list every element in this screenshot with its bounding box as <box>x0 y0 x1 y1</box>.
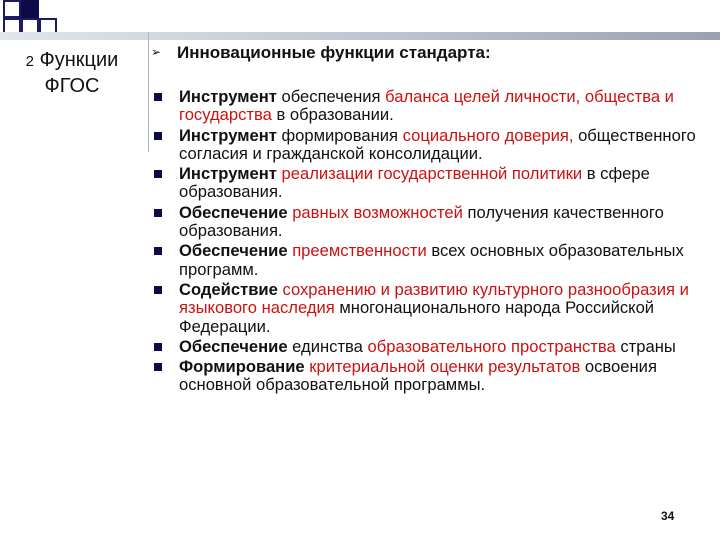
item-keyword: Обеспечение <box>179 202 288 222</box>
item-highlight: социального доверия, <box>402 125 574 145</box>
item-text: формирования <box>276 125 403 145</box>
section-title-line2: ФГОС <box>44 75 100 97</box>
functions-list <box>154 88 714 397</box>
item-keyword: Инструмент <box>179 87 277 106</box>
item-highlight: образовательного пространства <box>367 336 616 356</box>
decorative-square-icon <box>3 0 21 18</box>
item-highlight: реализации государственной политики <box>281 164 583 184</box>
item-text: обеспечения <box>276 87 386 106</box>
list-item <box>154 127 714 164</box>
section-number: 2 <box>25 53 34 70</box>
list-item <box>154 242 714 279</box>
list-item <box>154 338 714 356</box>
item-highlight: сохранению и развитию культурного разнообразия и языкового наследия <box>179 279 689 318</box>
item-highlight: баланса целей личности, общества и государства <box>179 87 674 125</box>
list-item <box>154 281 714 336</box>
item-text: многонационального народа Российской Федерации. <box>179 298 655 336</box>
page-number: 34 <box>661 509 675 523</box>
item-text: в образовании. <box>271 105 394 125</box>
decorative-square-icon <box>21 0 39 18</box>
square-bullet-icon <box>154 132 162 140</box>
square-bullet-icon <box>154 247 162 255</box>
item-keyword: Инструмент <box>179 164 277 184</box>
item-keyword: Обеспечение <box>179 241 288 261</box>
square-bullet-icon <box>154 209 162 217</box>
item-highlight: преемственности <box>292 241 427 261</box>
slide-section-title <box>6 48 138 98</box>
item-text: получения качественного образования. <box>179 202 664 241</box>
header-gradient-bar <box>0 32 720 40</box>
item-text: в сфере образования. <box>179 164 650 202</box>
arrowhead-bullet-icon: ➢ <box>151 45 162 59</box>
divider-line <box>148 32 149 152</box>
square-bullet-icon <box>154 363 162 371</box>
square-bullet-icon <box>154 343 162 351</box>
list-item <box>154 165 714 202</box>
heading-text: Инновационные функции стандарта: <box>177 43 491 62</box>
item-text: единства <box>287 336 368 356</box>
list-item <box>154 88 714 125</box>
item-text: освоения основной образовательной программы. <box>179 357 657 395</box>
slide-heading <box>151 43 491 63</box>
item-text: общественного согласия и гражданской консолидации. <box>179 125 696 163</box>
item-keyword: Обеспечение <box>179 336 288 356</box>
square-bullet-icon <box>154 93 162 101</box>
square-bullet-icon <box>154 170 162 178</box>
item-keyword: Содействие <box>179 279 278 299</box>
item-keyword: Формирование <box>179 357 305 377</box>
section-title-line1: Функции <box>39 49 119 71</box>
list-item <box>154 358 714 395</box>
list-item <box>154 204 714 241</box>
square-bullet-icon <box>154 286 162 294</box>
item-highlight: критериальной оценки результатов <box>309 357 581 377</box>
item-highlight: равных возможностей <box>292 202 463 222</box>
item-text: всех основных образовательных программ. <box>179 241 684 279</box>
item-text: страны <box>615 336 676 356</box>
item-keyword: Инструмент <box>179 125 277 145</box>
